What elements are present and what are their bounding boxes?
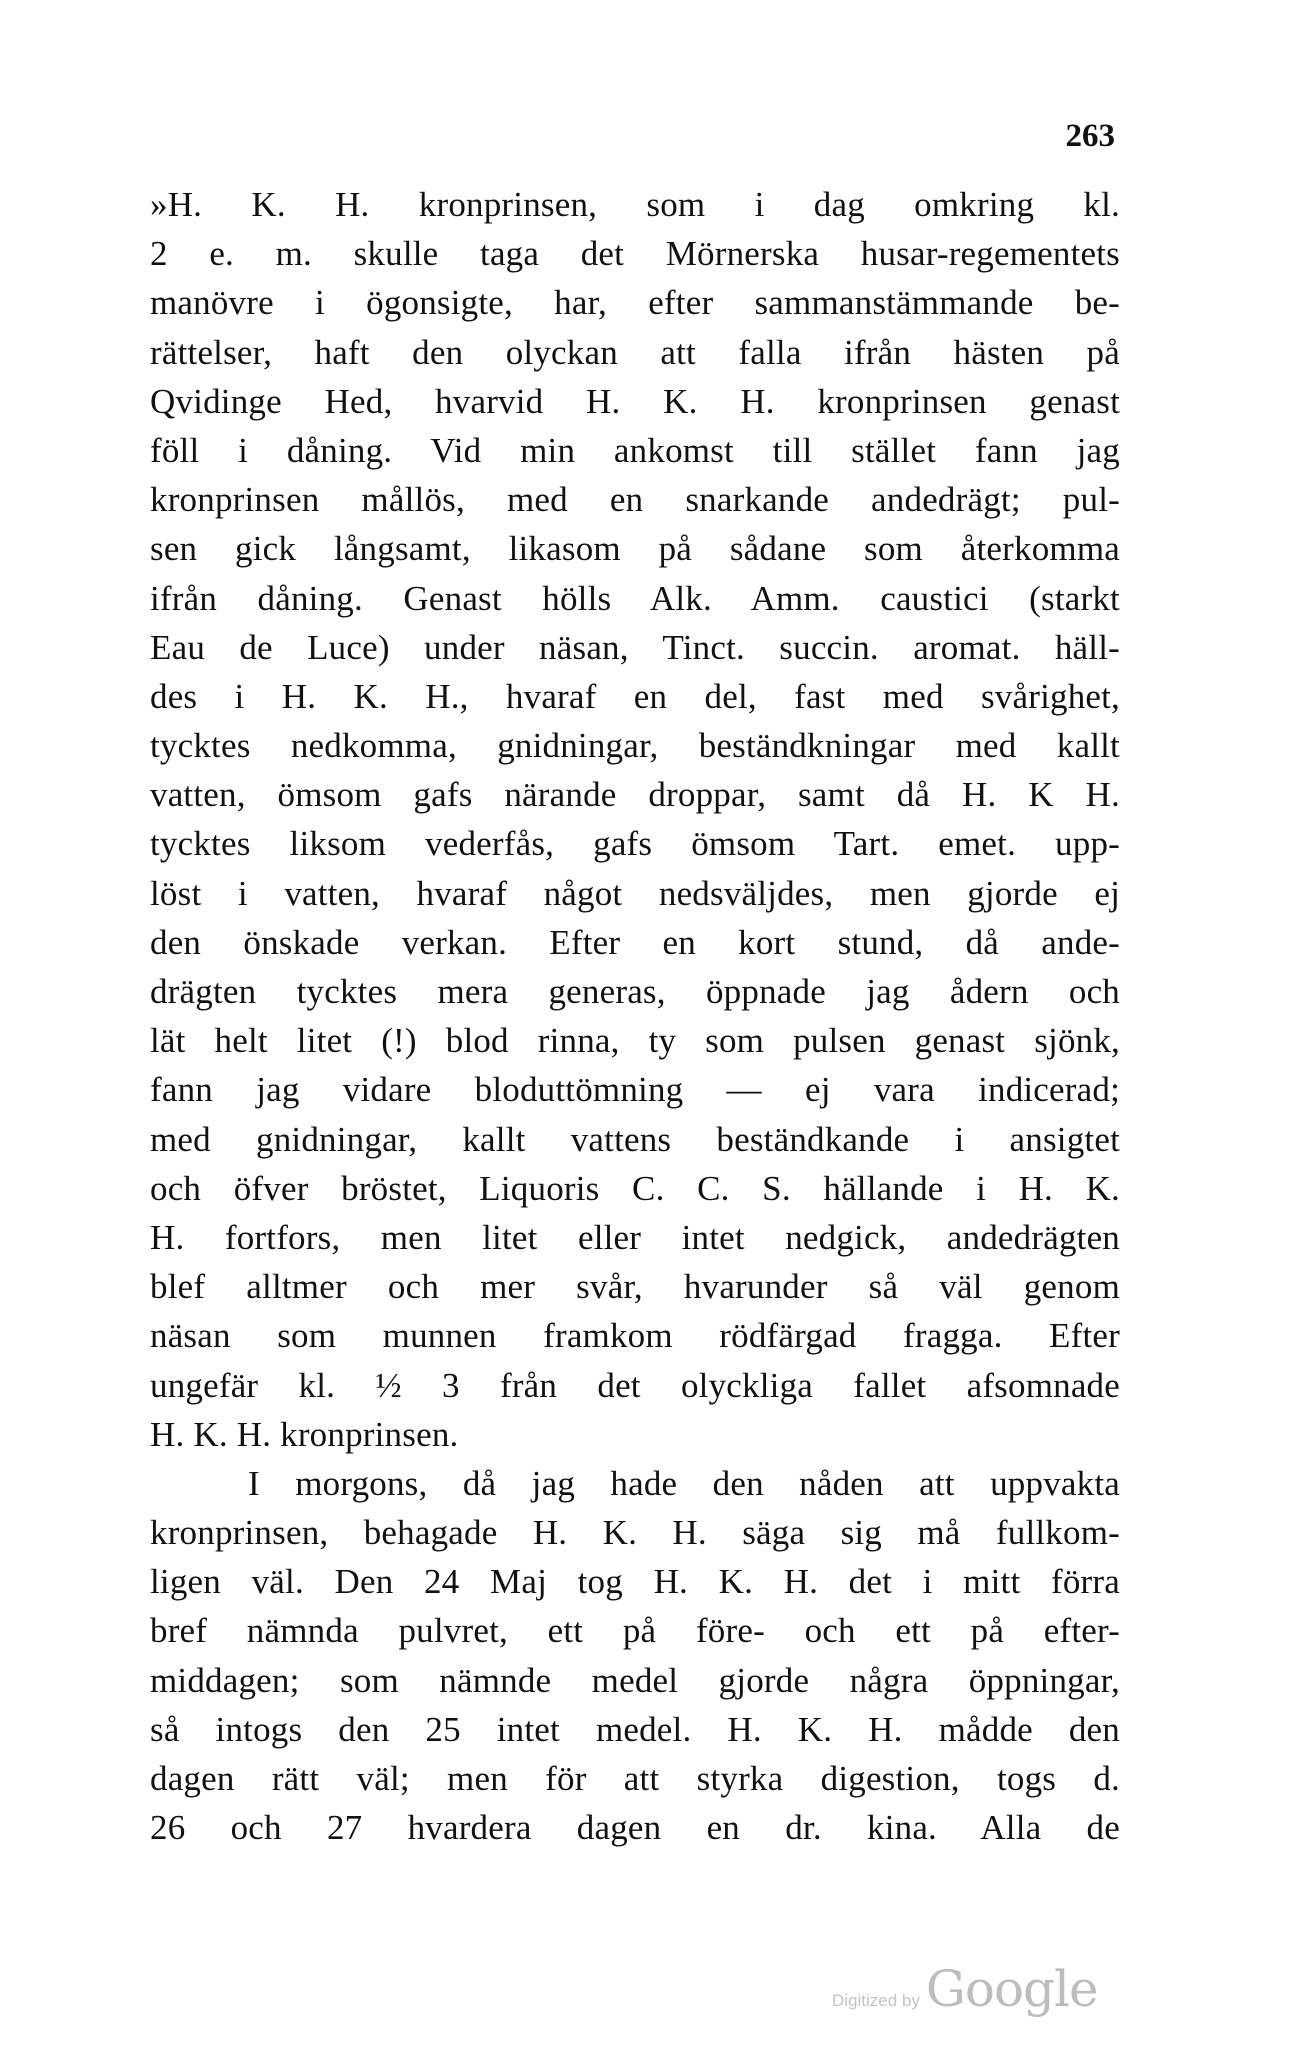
- text-line: des i H. K. H., hvaraf en del, fast med svårighet,: [150, 676, 1120, 716]
- text-line: den önskade verkan. Efter en kort stund, då ande-: [150, 922, 1120, 962]
- text-line: 2 e. m. skulle taga det Mörnerska husar-regementets: [150, 234, 1120, 274]
- text-line: med gnidningar, kallt vattens beständkande i ansigtet: [150, 1119, 1120, 1159]
- text-line: ligen väl. Den 24 Maj tog H. K. H. det i mitt förra: [150, 1562, 1120, 1602]
- text-line: tycktes nedkomma, gnidningar, beständkningar med kallt: [150, 726, 1120, 766]
- text-line: så intogs den 25 intet medel. H. K. H. mådde den: [150, 1709, 1120, 1749]
- text-line: middagen; som nämnde medel gjorde några öppningar,: [150, 1660, 1120, 1700]
- text-line: tycktes liksom vederfås, gafs ömsom Tart. emet. upp-: [150, 824, 1120, 864]
- text-line: H. K. H. kronprinsen.: [150, 1414, 459, 1454]
- watermark-prefix: Digitized by: [832, 1991, 920, 2010]
- text-line: vatten, ömsom gafs närande droppar, samt då H. K H.: [150, 775, 1120, 815]
- text-line: lät helt litet (!) blod rinna, ty som pulsen genast sjönk,: [150, 1021, 1120, 1061]
- text-line: drägten tycktes mera generas, öppnade jag ådern och: [150, 972, 1120, 1011]
- text-line: fann jag vidare bloduttömning — ej vara indicerad;: [150, 1070, 1120, 1110]
- text-line: föll i dåning. Vid min ankomst till stället fann jag: [150, 430, 1120, 470]
- text-line: ungefär kl. ½ 3 från det olyckliga fallet afsomnade: [150, 1365, 1120, 1405]
- text-line: »H. K. H. kronprinsen, som i dag omkring kl.: [150, 185, 1120, 224]
- paragraph-2: [150, 1459, 1120, 1853]
- text-line: kronprinsen, behagade H. K. H. säga sig må fullkom-: [150, 1513, 1120, 1553]
- text-line: löst i vatten, hvaraf något nedsväljdes, men gjorde ej: [150, 873, 1120, 913]
- text-line: 26 och 27 hvardera dagen en dr. kina. Alla de: [150, 1808, 1120, 1848]
- digitized-watermark: [832, 1960, 1098, 2018]
- text-line: Qvidinge Hed, hvarvid H. K. H. kronprinsen genast: [150, 381, 1120, 421]
- text-line: rättelser, haft den olyckan att falla ifrån hästen på: [150, 332, 1120, 372]
- page-number: 263: [1065, 118, 1115, 154]
- paragraph-1: [150, 180, 1120, 1459]
- text-line: och öfver bröstet, Liquoris C. C. S. hällande i H. K.: [150, 1168, 1120, 1208]
- text-line: kronprinsen mållös, med en snarkande andedrägt; pul-: [150, 480, 1120, 520]
- text-line: bref nämnda pulvret, ett på före- och ett på efter-: [150, 1611, 1120, 1651]
- text-line: Eau de Luce) under näsan, Tinct. succin. aromat. häll-: [150, 627, 1120, 667]
- text-line: manövre i ögonsigte, har, efter sammanstämmande be-: [150, 283, 1120, 323]
- text-line: I morgons, då jag hade den nåden att uppvakta: [248, 1463, 1120, 1503]
- text-line: blef alltmer och mer svår, hvarunder så väl genom: [150, 1267, 1120, 1307]
- text-line: ifrån dåning. Genast hölls Alk. Amm. caustici (starkt: [150, 578, 1120, 618]
- text-line: sen gick långsamt, likasom på sådane som återkomma: [150, 529, 1120, 569]
- text-line: dagen rätt väl; men för att styrka digestion, togs d.: [150, 1759, 1120, 1798]
- text-line: H. fortfors, men litet eller intet nedgick, andedrägten: [150, 1217, 1120, 1257]
- google-logo: Google: [925, 1960, 1098, 2018]
- text-line: näsan som munnen framkom rödfärgad fragga. Efter: [150, 1316, 1120, 1356]
- body-text: [150, 180, 1120, 1852]
